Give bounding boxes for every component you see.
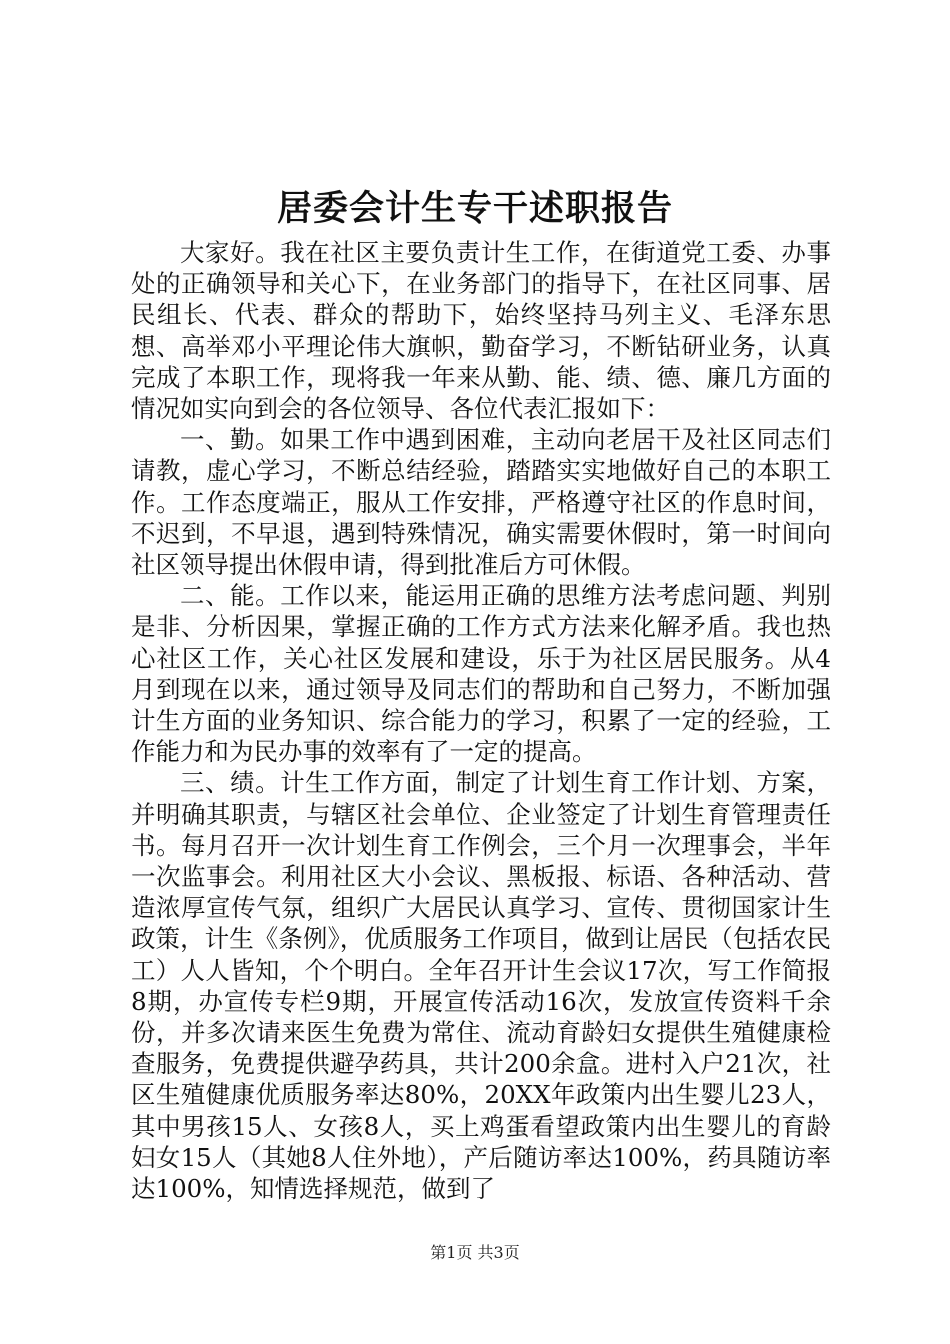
page-number-footer: 第1页 共3页 (430, 1243, 520, 1262)
paragraph-achievements: 三、绩。计生工作方面，制定了计划生育工作计划、方案，并明确其职责，与辖区社会单位、企业签定了计划生育管理责任书。每月召开一次计划生育工作例会，三个月一次理事会，半年一次监事会。利用社区大小会议、黑板报、标语、各种活动、营造浓厚宣传气氛，组织广大居民认真学习、宣传、贯彻国家计生政策，计生《条例》，优质服务工作项目，做到让居民（包括农民工）人人皆知，个个明白。全年召开计生会议17次，写工作简报8期，办宣传专栏9期，开展宣传活动16次，发放宣传资料千余份，并多次请来医生免费为常住、流动育龄妇女提供生殖健康检查服务，免费提供避孕药具，共计200余盒。进村入户21次，社区生殖健康优质服务率达80%，20XX年政策内出生婴儿23人，其中男孩15人、女孩8人，买上鸡蛋看望政策内出生婴儿的育龄妇女15人（其她8人住外地），产后随访率达100%，药具随访率达100%，知情选择规范，做到了 (131, 768, 831, 1204)
paragraph-intro: 大家好。我在社区主要负责计生工作，在街道党工委、办事处的正确领导和关心下，在业务部门的指导下，在社区同事、居民组长、代表、群众的帮助下，始终坚持马列主义、毛泽东思想、高举邓小平理论伟大旗帜，勤奋学习，不断钻研业务，认真完成了本职工作，现将我一年来从勤、能、绩、德、廉几方面的情况如实向到会的各位领导、各位代表汇报如下： (131, 238, 831, 424)
paragraph-diligence: 一、勤。如果工作中遇到困难，主动向老居干及社区同志们请教，虚心学习，不断总结经验，踏踏实实地做好自己的本职工作。工作态度端正，服从工作安排，严格遵守社区的作息时间，不迟到，不早退，遇到特殊情况，确实需要休假时，第一时间向社区领导提出休假申请，得到批准后方可休假。 (131, 425, 831, 580)
document-body (131, 237, 831, 1204)
document-title: 居委会计生专干述职报告 (276, 188, 673, 229)
paragraph-ability: 二、能。工作以来，能运用正确的思维方法考虑问题、判别是非、分析因果，掌握正确的工作方式方法来化解矛盾。我也热心社区工作，关心社区发展和建设，乐于为社区居民服务。从4月到现在以来，通过领导及同志们的帮助和自己努力，不断加强计生方面的业务知识、综合能力的学习，积累了一定的经验，工作能力和为民办事的效率有了一定的提高。 (131, 581, 831, 767)
